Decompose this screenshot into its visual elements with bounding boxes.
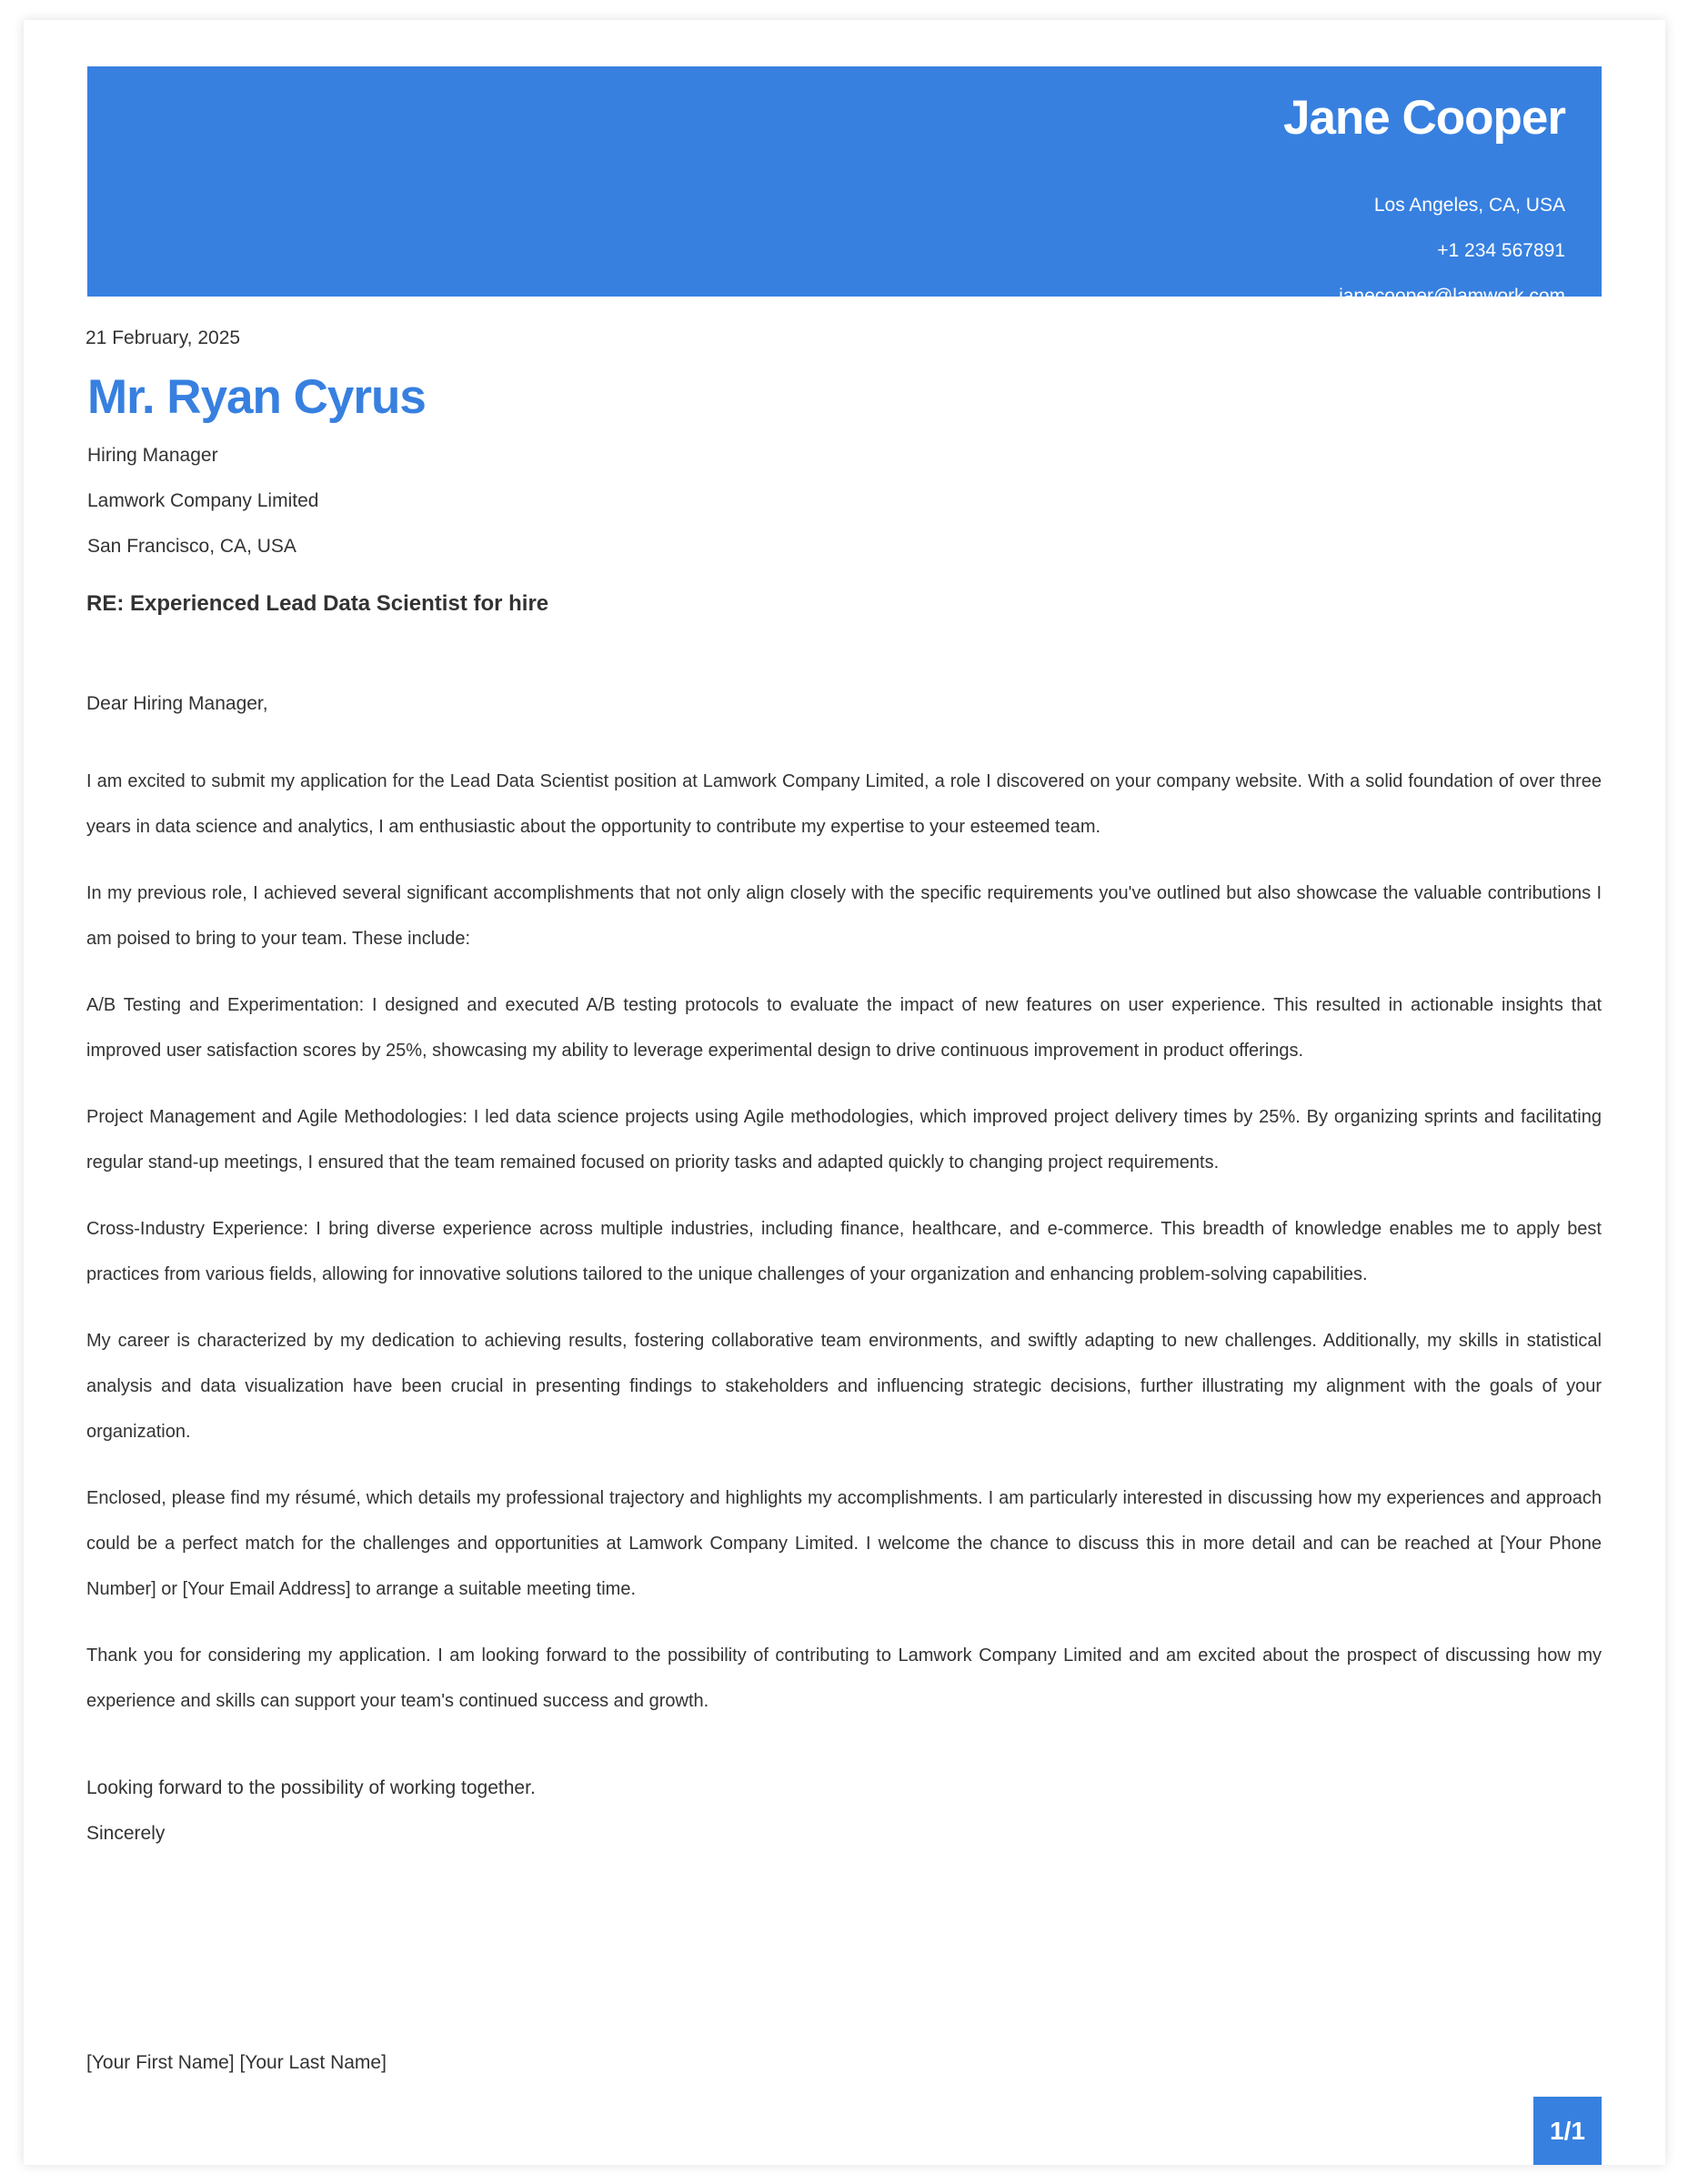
recipient-title: Hiring Manager bbox=[87, 445, 218, 466]
letter-page bbox=[24, 20, 1665, 2165]
body-paragraph: Cross-Industry Experience: I bring diverse experience across multiple industries, including finance, healthcare, and e-commerce. This breadth of knowledge enables me to apply best practices from various fields, allowing for innovative solutions tailored to the unique challenges of your organization and enhancing problem-solving capabilities. bbox=[86, 1219, 1602, 1284]
sender-phone: +1 234 567891 bbox=[1437, 240, 1565, 261]
body-paragraph: Project Management and Agile Methodologies: I led data science projects using Agile methodologies, which improved project delivery times by 25%. By organizing sprints and facilitating regular stand-up meetings, I ensured that the team remained focused on priority tasks and adapted quickly to changing project requirements. bbox=[86, 1107, 1602, 1173]
closing-line: Looking forward to the possibility of working together. bbox=[86, 1777, 536, 1798]
signoff: Sincerely bbox=[86, 1823, 166, 1844]
body-paragraph: I am excited to submit my application for the Lead Data Scientist position at Lamwork Company Limited, a role I discovered on your company website. With a solid foundation of over three years in data science and analytics, I am enthusiastic about the opportunity to contribute my expertise to your esteemed team. bbox=[86, 771, 1602, 837]
body-paragraph: Enclosed, please find my résumé, which details my professional trajectory and highlights my accomplishments. I am particularly interested in discussing how my experiences and approach could be a perfect match for the challenges and opportunities at Lamwork Company Limited. I welcome the chance to discuss this in more detail and can be reached at [Your Phone Number] or [Your Email Address] to arrange a suitable meeting time. bbox=[86, 1488, 1602, 1599]
body-paragraph: My career is characterized by my dedication to achieving results, fostering collaborative team environments, and swiftly adapting to new challenges. Additionally, my skills in statistical analysis and data visualization have been crucial in presenting findings to stakeholders and influencing strategic decisions, further illustrating my alignment with the goals of your organization. bbox=[86, 1331, 1602, 1442]
body-paragraph: In my previous role, I achieved several significant accomplishments that not only align closely with the specific requirements you've outlined but also showcase the valuable contributions I am poised to bring to your team. These include: bbox=[86, 883, 1602, 949]
body-paragraph: Thank you for considering my application. I am looking forward to the possibility of contributing to Lamwork Company Limited and am excited about the prospect of discussing how my experience and skills can support your team's continued success and growth. bbox=[86, 1646, 1602, 1711]
sender-location: Los Angeles, CA, USA bbox=[1373, 195, 1565, 216]
letter-body bbox=[86, 759, 1602, 1745]
recipient-name: Mr. Ryan Cyrus bbox=[87, 370, 426, 424]
page-indicator: 1/1 bbox=[1533, 2097, 1602, 2165]
sender-email: janecooper@lamwork.com bbox=[1339, 286, 1565, 307]
sender-header bbox=[87, 66, 1602, 307]
greeting: Dear Hiring Manager, bbox=[86, 693, 268, 714]
subject-line: RE: Experienced Lead Data Scientist for hire bbox=[86, 591, 549, 616]
letter-date: 21 February, 2025 bbox=[85, 327, 241, 348]
recipient-location: San Francisco, CA, USA bbox=[87, 536, 296, 557]
signature-name: [Your First Name] [Your Last Name] bbox=[86, 2052, 387, 2073]
sender-name: Jane Cooper bbox=[1282, 91, 1565, 145]
body-paragraph: A/B Testing and Experimentation: I designed and executed A/B testing protocols to evaluate the impact of new features on user experience. This resulted in actionable insights that improved user satisfaction scores by 25%, showcasing my ability to leverage experimental design to drive continuous improvement in product offerings. bbox=[86, 995, 1602, 1061]
recipient-company: Lamwork Company Limited bbox=[87, 490, 319, 511]
